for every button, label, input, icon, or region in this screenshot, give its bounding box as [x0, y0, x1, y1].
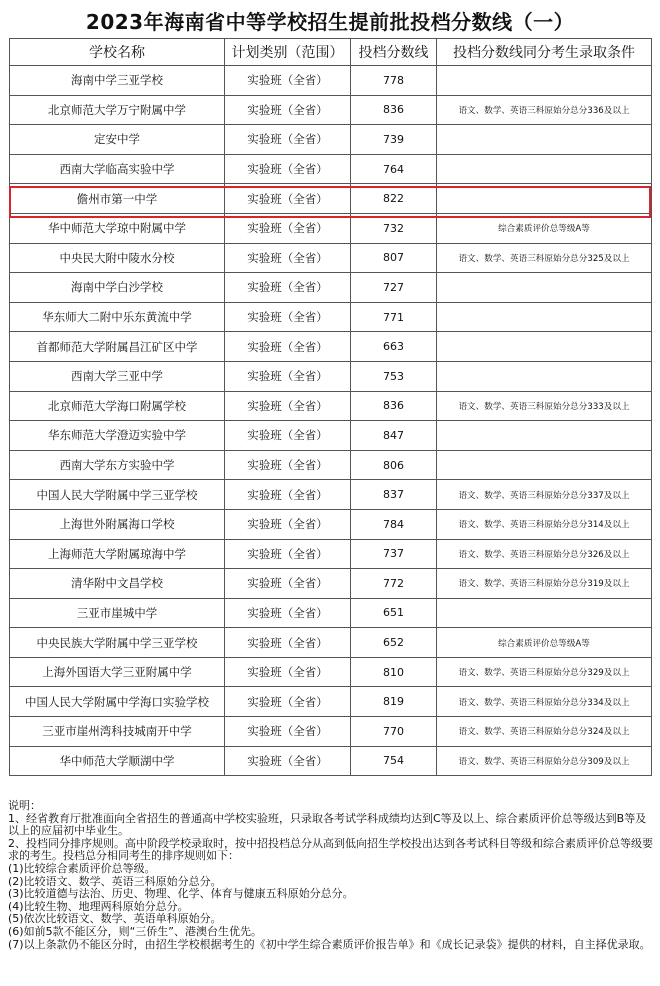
plan-cell: 实验班（全省）: [225, 95, 351, 125]
score-cell: 651: [351, 598, 437, 628]
condition-cell: 语文、数学、英语三科原始分总分319及以上: [437, 569, 652, 599]
table-row: [10, 154, 652, 184]
note-line: (3)比较道德与法治、历史、物理、化学、体育与健康五科原始分总分。: [8, 887, 354, 901]
school-cell: 华中师范大学琼中附属中学: [10, 213, 225, 243]
plan-cell: 实验班（全省）: [225, 687, 351, 717]
table-row: [10, 184, 652, 214]
school-cell: 海南中学白沙学校: [10, 273, 225, 303]
school-cell: 上海外国语大学三亚附属中学: [10, 657, 225, 687]
header-school: 学校名称: [10, 39, 225, 66]
score-cell: 737: [351, 539, 437, 569]
header-score: 投档分数线: [351, 39, 437, 66]
score-cell: 807: [351, 243, 437, 273]
note-line: 1、经省教育厅批准面向全省招生的普通高中学校实验班，只录取各考试学科成绩均达到C等及以上、综合素质评价总等级达到B等及以上的应届初中毕业生。: [8, 811, 647, 838]
school-cell: 西南大学三亚中学: [10, 361, 225, 391]
note-line: (7)以上条款仍不能区分时，由招生学校根据考生的《初中学生综合素质评价报告单》和《成长记录袋》提供的材料，自主择优录取。: [8, 937, 651, 951]
plan-cell: 实验班（全省）: [225, 539, 351, 569]
table-row: [10, 509, 652, 539]
table-body: [10, 66, 652, 776]
table-row: [10, 657, 652, 687]
score-cell: 837: [351, 480, 437, 510]
condition-cell: [437, 361, 652, 391]
notes-heading: 说明：: [8, 799, 41, 812]
document-title: 2023年海南省中等学校招生提前批投档分数线（一）: [85, 10, 575, 34]
score-cell: 810: [351, 657, 437, 687]
plan-cell: 实验班（全省）: [225, 421, 351, 451]
plan-cell: 实验班（全省）: [225, 154, 351, 184]
condition-cell: 语文、数学、英语三科原始分总分324及以上: [437, 717, 652, 747]
table-row: [10, 628, 652, 658]
school-cell: 定安中学: [10, 125, 225, 155]
notes-list: [8, 813, 654, 952]
score-table: [9, 38, 652, 776]
score-cell: 836: [351, 391, 437, 421]
school-cell: 海南中学三亚学校: [10, 66, 225, 96]
note-line: 2、投档同分排序规则。高中阶段学校录取时，按中招投档总分从高到低向招生学校投出达到各考试科目等级和综合素质评价总等级要求的考生。投档总分相同考生的排序规则如下：: [8, 836, 653, 863]
school-cell: 华中师范大学顺湖中学: [10, 746, 225, 776]
table-row: [10, 95, 652, 125]
school-cell: 北京师范大学万宁附属中学: [10, 95, 225, 125]
table-row: [10, 598, 652, 628]
table-row: [10, 539, 652, 569]
score-cell: 663: [351, 332, 437, 362]
note-line: (4)比较生物、地理两科原始分总分。: [8, 899, 189, 913]
condition-cell: 综合素质评价总等级A等: [437, 628, 652, 658]
score-cell: 806: [351, 450, 437, 480]
score-cell: 764: [351, 154, 437, 184]
table-row: [10, 421, 652, 451]
header-plan: 计划类别（范围）: [225, 39, 351, 66]
plan-cell: 实验班（全省）: [225, 657, 351, 687]
condition-cell: 语文、数学、英语三科原始分总分333及以上: [437, 391, 652, 421]
table-row: [10, 243, 652, 273]
score-cell: 727: [351, 273, 437, 303]
school-cell: 上海世外附属海口学校: [10, 509, 225, 539]
table-row: [10, 213, 652, 243]
plan-cell: 实验班（全省）: [225, 480, 351, 510]
header-condition: 投档分数线同分考生录取条件: [437, 39, 652, 66]
condition-cell: [437, 66, 652, 96]
school-cell: 三亚市崖城中学: [10, 598, 225, 628]
school-cell: 北京师范大学海口附属学校: [10, 391, 225, 421]
table-row: [10, 273, 652, 303]
condition-cell: 语文、数学、英语三科原始分总分329及以上: [437, 657, 652, 687]
school-cell: 中国人民大学附属中学三亚学校: [10, 480, 225, 510]
score-cell: 784: [351, 509, 437, 539]
table-row: [10, 332, 652, 362]
plan-cell: 实验班（全省）: [225, 66, 351, 96]
plan-cell: 实验班（全省）: [225, 509, 351, 539]
school-cell: 清华附中文昌学校: [10, 569, 225, 599]
plan-cell: 实验班（全省）: [225, 273, 351, 303]
notes-section: [8, 800, 654, 951]
school-cell: 三亚市崖州湾科技城南开中学: [10, 717, 225, 747]
school-cell: 西南大学临高实验中学: [10, 154, 225, 184]
table-row: [10, 125, 652, 155]
condition-cell: [437, 125, 652, 155]
condition-cell: [437, 273, 652, 303]
table-row: [10, 746, 652, 776]
condition-cell: [437, 332, 652, 362]
table-row: [10, 569, 652, 599]
score-cell: 770: [351, 717, 437, 747]
school-cell: 上海师范大学附属琼海中学: [10, 539, 225, 569]
school-cell: 中国人民大学附属中学海口实验学校: [10, 687, 225, 717]
school-cell: 华东师大二附中乐东黄流中学: [10, 302, 225, 332]
score-cell: 739: [351, 125, 437, 155]
plan-cell: 实验班（全省）: [225, 598, 351, 628]
plan-cell: 实验班（全省）: [225, 450, 351, 480]
table-row: [10, 717, 652, 747]
table-header: [10, 39, 652, 66]
plan-cell: 实验班（全省）: [225, 332, 351, 362]
note-line: (2)比较语文、数学、英语三科原始分总分。: [8, 874, 222, 888]
table-row: [10, 480, 652, 510]
condition-cell: 语文、数学、英语三科原始分总分309及以上: [437, 746, 652, 776]
school-cell: 西南大学东方实验中学: [10, 450, 225, 480]
condition-cell: [437, 154, 652, 184]
school-cell: 中央民大附中陵水分校: [10, 243, 225, 273]
table-row: [10, 66, 652, 96]
plan-cell: 实验班（全省）: [225, 628, 351, 658]
condition-cell: 语文、数学、英语三科原始分总分326及以上: [437, 539, 652, 569]
score-cell: 836: [351, 95, 437, 125]
score-cell: 772: [351, 569, 437, 599]
condition-cell: 综合素质评价总等级A等: [437, 213, 652, 243]
plan-cell: 实验班（全省）: [225, 213, 351, 243]
condition-cell: 语文、数学、英语三科原始分总分337及以上: [437, 480, 652, 510]
school-cell: 首都师范大学附属昌江矿区中学: [10, 332, 225, 362]
condition-cell: [437, 421, 652, 451]
condition-cell: 语文、数学、英语三科原始分总分334及以上: [437, 687, 652, 717]
plan-cell: 实验班（全省）: [225, 243, 351, 273]
plan-cell: 实验班（全省）: [225, 717, 351, 747]
school-cell: 中央民族大学附属中学三亚学校: [10, 628, 225, 658]
table-row: [10, 361, 652, 391]
header-row: [10, 39, 652, 66]
plan-cell: 实验班（全省）: [225, 302, 351, 332]
plan-cell: 实验班（全省）: [225, 125, 351, 155]
score-cell: 732: [351, 213, 437, 243]
table-row: [10, 391, 652, 421]
score-cell: 652: [351, 628, 437, 658]
score-cell: 754: [351, 746, 437, 776]
plan-cell: 实验班（全省）: [225, 569, 351, 599]
note-line: (6)如前5款不能区分，则“三侨生”、港澳台生优先。: [8, 924, 262, 938]
table-row: [10, 302, 652, 332]
note-line: (5)依次比较语文、数学、英语单科原始分。: [8, 912, 222, 926]
plan-cell: 实验班（全省）: [225, 361, 351, 391]
school-cell: 儋州市第一中学: [10, 184, 225, 214]
table-row: [10, 687, 652, 717]
condition-cell: 语文、数学、英语三科原始分总分314及以上: [437, 509, 652, 539]
plan-cell: 实验班（全省）: [225, 391, 351, 421]
table-row: [10, 450, 652, 480]
plan-cell: 实验班（全省）: [225, 746, 351, 776]
score-cell: 822: [351, 184, 437, 214]
score-cell: 819: [351, 687, 437, 717]
condition-cell: [437, 302, 652, 332]
score-cell: 753: [351, 361, 437, 391]
score-cell: 771: [351, 302, 437, 332]
score-cell: 778: [351, 66, 437, 96]
note-line: (1)比较综合素质评价总等级。: [8, 861, 156, 875]
score-cell: 847: [351, 421, 437, 451]
condition-cell: [437, 598, 652, 628]
condition-cell: [437, 184, 652, 214]
condition-cell: 语文、数学、英语三科原始分总分336及以上: [437, 95, 652, 125]
condition-cell: [437, 450, 652, 480]
plan-cell: 实验班（全省）: [225, 184, 351, 214]
school-cell: 华东师范大学澄迈实验中学: [10, 421, 225, 451]
condition-cell: 语文、数学、英语三科原始分总分325及以上: [437, 243, 652, 273]
